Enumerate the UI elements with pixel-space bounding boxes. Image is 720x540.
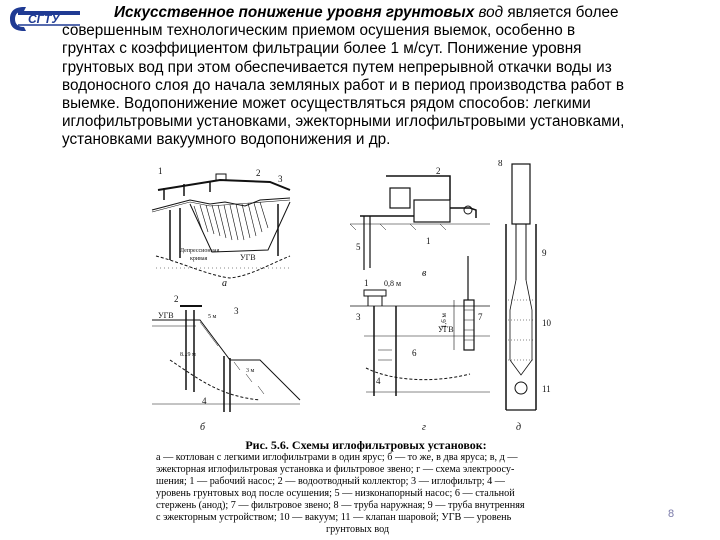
paragraph-line: является более [503,4,619,21]
panel-label-g: г [422,422,426,432]
label-8: 8 [498,160,503,168]
caption-line: уровень грунтовых вод после осушения; 5 — низконапорный насос; 6 — стальной [156,488,515,499]
paragraph-line: грунтах с коэффициентом фильтрации более 1 м/сут. Понижение уровня [62,40,582,58]
label-1g: 1 [364,278,369,288]
label-6g: 6 [412,348,417,358]
label-5v: 5 [356,242,361,252]
caption-line: а — котлован с легкими иглофильтрами в один ярус; б — то же, в два яруса; в, д — [156,452,518,463]
figure-caption [156,438,576,536]
ugv-label-b: УГВ [158,311,174,320]
label-7: 7 [478,312,483,322]
paragraph-line: иглофильтровыми установками, эжекторными иглофильтровыми установками, [62,113,625,131]
paragraph-line: установками вакуумного водопонижения и др. [62,131,391,149]
caption-line: стержень (анод); 7 — фильтровое звено; 8 — труба наружная; 9 — труба внутренняя [156,500,525,511]
caption-line: эжекторная иглофильтровая установка и фильтровое звено; г — схема электроосу- [156,464,515,475]
logo-text: СГТУ [28,12,60,26]
panel-label-d: д [516,422,522,432]
ugv-label-a: УГВ [240,253,256,262]
body-paragraph [62,4,702,150]
panel-b-two-tier [152,294,300,432]
ugv-label-g: УГВ [438,325,454,334]
label-4b: 4 [202,396,207,406]
label-3b: 3 [234,306,239,316]
wellpoint-schemes-figure [150,160,580,432]
panel-v-ejector [350,166,490,279]
paragraph-line: водоносного слоя до начала земляных работ и в период производства работ в [62,76,624,94]
paragraph-line: совершенным технологическим приемом осушения выемок, особенно в [62,22,576,40]
panel-a-excavation [152,166,290,289]
emphasis-text: Искусственное понижение уровня грунтовых [114,4,475,21]
panel-label-a: а [222,278,227,289]
depression-label-1: Депрессионная [180,248,220,254]
dim-16m: 1,6 м [440,313,448,328]
label-1v: 1 [426,236,431,246]
dim-8m: 8...9 м [180,352,196,358]
label-2v: 2 [436,166,441,176]
caption-line: грунтовых вод [326,524,390,535]
label-4g: 4 [376,376,381,386]
caption-line: с эжекторным устройством; 10 — вакуум; 11 — клапан шаровой; УГВ — уровень [156,512,512,523]
depression-label-2: кривая [190,256,208,262]
label-1: 1 [158,166,163,176]
paragraph-line: выемке. Водопонижение может осуществляться рядом способов: легкими [62,95,591,113]
page-number: 8 [668,508,675,520]
label-10: 10 [542,318,551,328]
panel-label-v: в [422,268,427,279]
caption-line: шения; 1 — рабочий насос; 2 — водоотводный коллектор; 3 — иглофильтр; 4 — [156,476,505,487]
label-2b: 2 [174,294,179,304]
emphasis-italic-text: вод [478,4,504,21]
dim-5m: 5 м [208,314,217,320]
label-9: 9 [542,248,547,258]
panel-label-b: б [200,422,206,432]
dim-08: 0,8 м [384,279,402,288]
caption-title: Рис. 5.6. Схемы иглофильтровых установок: [245,438,487,452]
panel-g-electro [350,278,490,432]
panel-d-ejector-link [498,160,552,432]
dim-3m: 3 м [246,368,255,374]
label-3g: 3 [356,312,361,322]
label-2: 2 [256,168,261,178]
label-3: 3 [278,174,283,184]
label-11: 11 [542,384,551,394]
paragraph-line: грунтовых вод при этом обеспечивается путем непрерывной откачки воды из [62,58,612,76]
